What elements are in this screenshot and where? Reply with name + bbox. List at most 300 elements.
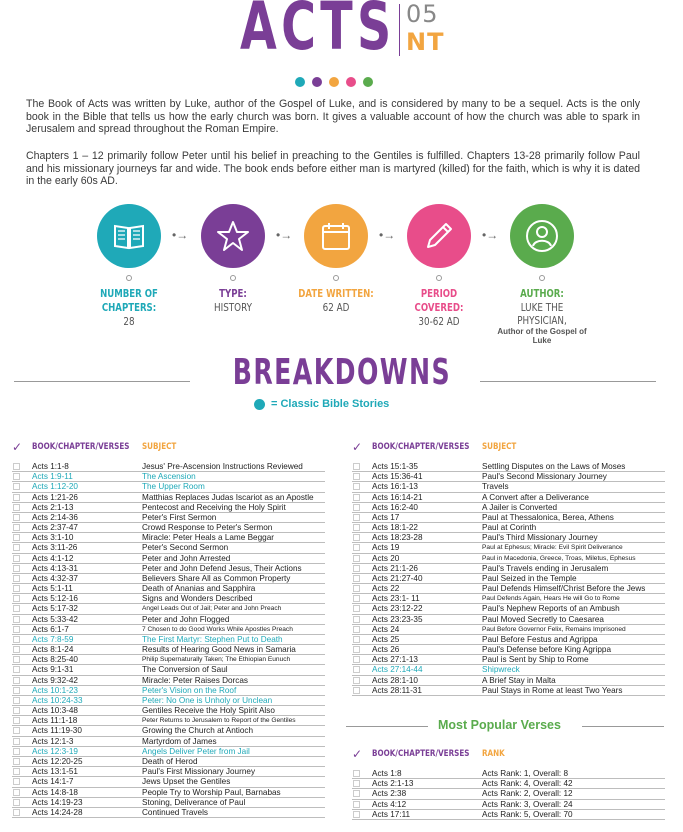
checkbox[interactable] [13, 473, 20, 480]
verse-ref: Acts 6:1-7 [32, 624, 69, 634]
info-sub: Author of the Gospel of Luke [497, 327, 587, 345]
breakdowns-text: BREAKDOWNS [232, 352, 451, 393]
verse-ref: Acts 22 [372, 584, 400, 594]
checkbox[interactable] [13, 605, 20, 612]
verse-ref: Acts 4:32-37 [32, 573, 78, 583]
verse-ref: Acts 21:27-40 [372, 573, 423, 583]
color-dot-icon [312, 77, 322, 87]
table-row [12, 543, 325, 553]
verse-subject: Paul in Macedonia, Greece, Troas, Miletus, Ephesus [482, 554, 636, 562]
verse-ref: Acts 17:11 [372, 809, 411, 819]
verse-subject: Paul's Nephew Reports of an Ambush [482, 604, 620, 614]
popular-divider-left [346, 726, 428, 727]
checkbox[interactable] [353, 585, 360, 592]
table-row [352, 594, 665, 604]
checkbox[interactable] [13, 463, 20, 470]
info-label: DATE WRITTEN: [298, 287, 374, 300]
checkbox[interactable] [13, 656, 20, 663]
verse-subject: Death of Herod [142, 756, 198, 766]
verse-subject: Peter and John Defend Jesus, Their Actions [142, 563, 302, 573]
check-icon: ✓ [352, 440, 363, 454]
checkbox[interactable] [13, 524, 20, 531]
verse-ref: Acts 1:8 [372, 769, 402, 778]
verse-subject: Peter Returns to Jerusalem to Report of the Gentiles [142, 717, 296, 725]
verse-ref: Acts 5:12-16 [32, 594, 78, 604]
info-label: AUTHOR: [520, 287, 564, 300]
table-row [352, 472, 665, 482]
checkbox[interactable] [353, 811, 360, 818]
verse-subject: Paul is Sent by Ship to Rome [482, 655, 589, 665]
checkbox[interactable] [353, 504, 360, 511]
verse-ref: Acts 10:24-33 [32, 695, 83, 705]
verse-subject: Paul's First Missionary Journey [142, 767, 256, 777]
right-rows [352, 462, 665, 696]
checkbox[interactable] [353, 626, 360, 633]
table-header [352, 747, 665, 763]
verse-ref: Acts 16:14-21 [372, 492, 423, 502]
verse-subject: Jesus' Pre-Ascension Instructions Reviewed [142, 462, 303, 471]
right-table [352, 440, 665, 696]
checkbox[interactable] [13, 748, 20, 755]
table-row [12, 635, 325, 645]
table-row [352, 779, 665, 789]
marker-icon [126, 275, 132, 281]
table-row [12, 513, 325, 523]
book-number: 05 [406, 0, 439, 28]
verse-subject: Jews Upset the Gentiles [142, 777, 231, 787]
info-period [384, 204, 494, 328]
checkbox[interactable] [13, 504, 20, 511]
verse-subject: Signs and Wonders Described [142, 594, 253, 604]
col-book: BOOK/CHAPTER/VERSES [372, 749, 470, 759]
checkbox[interactable] [353, 616, 360, 623]
arrow-icon: •→ [276, 228, 293, 242]
verse-ref: Acts 2:37-47 [32, 523, 78, 533]
table-row [352, 564, 665, 574]
checkbox[interactable] [13, 809, 20, 816]
verse-ref: Acts 23:23-35 [372, 614, 423, 624]
checkbox[interactable] [353, 656, 360, 663]
verse-subject: Peter's First Sermon [142, 512, 217, 522]
verse-subject: Shipwreck [482, 665, 520, 675]
table-row [352, 523, 665, 533]
star-icon [216, 219, 250, 253]
table-row [352, 676, 665, 686]
verse-ref: Acts 8:25-40 [32, 655, 78, 665]
verse-subject: Stoning, Deliverance of Paul [142, 797, 246, 807]
color-dots [295, 77, 373, 87]
verse-ref: Acts 14:8-18 [32, 787, 78, 797]
col-subject: SUBJECT [482, 442, 517, 452]
checkbox[interactable] [353, 595, 360, 602]
popular-title: Most Popular Verses [438, 718, 561, 732]
verse-ref: Acts 11:1-18 [32, 716, 78, 726]
table-row [352, 462, 665, 472]
verse-ref: Acts 1:1-8 [32, 462, 69, 471]
verse-ref: Acts 12:3-19 [32, 746, 78, 756]
info-value: 28 [123, 315, 135, 328]
book-icon [112, 221, 146, 251]
legend-text: = Classic Bible Stories [271, 398, 390, 410]
checkbox[interactable] [353, 646, 360, 653]
checkbox[interactable] [13, 789, 20, 796]
table-row [352, 635, 665, 645]
checkbox[interactable] [13, 697, 20, 704]
verse-ref: Acts 27:14-44 [372, 665, 423, 675]
checkbox[interactable] [13, 544, 20, 551]
verse-ref: Acts 15:36-41 [372, 472, 423, 482]
table-row [12, 676, 325, 686]
verse-subject: Paul Before Festus and Agrippa [482, 634, 598, 644]
checkbox[interactable] [353, 790, 360, 797]
verse-subject: Miracle: Peter Raises Dorcas [142, 675, 249, 685]
verse-ref: Acts 26 [372, 645, 400, 655]
checkbox[interactable] [13, 758, 20, 765]
verse-subject: The Conversion of Saul [142, 665, 228, 675]
verse-rank: Acts Rank: 2, Overall: 12 [482, 789, 573, 799]
check-icon: ✓ [352, 747, 363, 761]
color-dot-icon [363, 77, 373, 87]
popular-divider-right [582, 726, 664, 727]
left-table [12, 440, 325, 818]
info-chapters [74, 204, 184, 328]
breakdowns-title [0, 352, 683, 393]
table-row [352, 645, 665, 655]
testament-label: NT [406, 28, 445, 56]
verse-subject: Death of Ananias and Sapphira [142, 584, 256, 594]
verse-rank: Acts Rank: 5, Overall: 70 [482, 809, 573, 819]
verse-ref: Acts 3:11-26 [32, 543, 78, 553]
checkbox[interactable] [353, 555, 360, 562]
marker-icon [333, 275, 339, 281]
table-row [12, 564, 325, 574]
verse-ref: Acts 1:12-20 [32, 482, 78, 492]
verse-subject: Growing the Church at Antioch [142, 726, 254, 736]
color-dot-icon [295, 77, 305, 87]
marker-icon [436, 275, 442, 281]
person-circle [510, 204, 574, 268]
marker-icon [539, 275, 545, 281]
table-row [352, 482, 665, 492]
verse-ref: Acts 1:21-26 [32, 492, 78, 502]
table-row [12, 554, 325, 564]
table-row [12, 493, 325, 503]
verse-subject: Peter and John Arrested [142, 553, 231, 563]
color-dot-icon [329, 77, 339, 87]
table-row [352, 604, 665, 614]
checkbox[interactable] [353, 565, 360, 572]
verse-ref: Acts 9:1-31 [32, 665, 74, 675]
arrow-icon: •→ [172, 228, 189, 242]
verse-subject: Continued Travels [142, 807, 208, 817]
book-title: ACTS [240, 0, 396, 65]
table-row [352, 543, 665, 553]
verse-ref: Acts 23:1- 11 [372, 594, 420, 604]
checkbox[interactable] [353, 524, 360, 531]
verse-subject: Paul at Ephesus; Miracle: Evil Spirit Deliverance [482, 544, 623, 552]
calendar-circle [304, 204, 368, 268]
verse-subject: Paul Defends Himself/Christ Before the Jews [482, 584, 646, 594]
info-value: 62 AD [322, 301, 350, 314]
verse-ref: Acts 4:12 [372, 799, 407, 809]
checkbox[interactable] [13, 727, 20, 734]
verse-subject: Travels [482, 482, 509, 492]
verse-subject: Paul's Defense before King Agrippa [482, 645, 612, 655]
table-row [352, 625, 665, 635]
table-row [12, 655, 325, 665]
col-rank: RANK [482, 749, 505, 759]
verse-ref: Acts 1:9-11 [32, 472, 73, 482]
table-row [352, 665, 665, 675]
verse-ref: Acts 14:19-23 [32, 797, 83, 807]
checkbox[interactable] [13, 494, 20, 501]
table-row [12, 696, 325, 706]
intro-paragraph-2: Chapters 1 – 12 primarily follow Peter until his belief in preaching to the Gentiles is fulfilled. Chapters 13-28 primarily follow Paul and his missionary journeys far and wide. The book ends before either man is martyred (killed) for the faith, which is why it is dated in the early 60s AD. [26, 150, 640, 187]
verse-subject: Peter's Second Sermon [142, 543, 229, 553]
verse-subject: Peter: No One is Unholy or Unclean [142, 695, 273, 705]
verse-subject: Paul's Travels ending in Jerusalem [482, 563, 609, 573]
checkbox[interactable] [13, 483, 20, 490]
table-row [12, 788, 325, 798]
verse-subject: Believers Share All as Common Property [142, 573, 291, 583]
checkbox[interactable] [353, 544, 360, 551]
checkbox[interactable] [13, 778, 20, 785]
checkbox[interactable] [353, 605, 360, 612]
verse-ref: Acts 18:23-28 [372, 533, 423, 543]
verse-ref: Acts 16:1-13 [372, 482, 418, 492]
checkbox[interactable] [13, 585, 20, 592]
table-row [12, 584, 325, 594]
popular-heading [346, 718, 664, 734]
table-row [12, 757, 325, 767]
checkbox[interactable] [353, 770, 360, 777]
table-row [352, 513, 665, 523]
verse-ref: Acts 25 [372, 634, 400, 644]
verse-subject: Paul's Second Missionary Journey [482, 472, 607, 482]
col-subject: SUBJECT [142, 442, 177, 452]
verse-ref: Acts 17 [372, 512, 400, 522]
person-icon [524, 218, 560, 254]
checkbox[interactable] [13, 616, 20, 623]
verse-ref: Acts 20 [372, 553, 400, 563]
info-type [178, 204, 288, 314]
table-row [12, 767, 325, 777]
verse-ref: Acts 19 [372, 543, 400, 553]
verse-subject: Results of Hearing Good News in Samaria [142, 645, 296, 655]
verse-subject: Gentiles Receive the Holy Spirit Also [142, 706, 275, 716]
verse-ref: Acts 18:1-22 [372, 523, 418, 533]
checkbox[interactable] [13, 799, 20, 806]
verse-ref: Acts 4:1-12 [32, 553, 74, 563]
legend-dot-icon [254, 399, 265, 410]
checkbox[interactable] [353, 636, 360, 643]
table-row [352, 789, 665, 799]
verse-subject: The Ascension [142, 472, 196, 482]
table-row [352, 554, 665, 564]
checkbox[interactable] [13, 636, 20, 643]
table-row [12, 482, 325, 492]
checkbox[interactable] [353, 494, 360, 501]
checkbox[interactable] [353, 780, 360, 787]
info-value: LUKE THE PHYSICIAN, [517, 301, 567, 327]
verse-subject: The Upper Room [142, 482, 205, 492]
verse-subject: A Jailer is Converted [482, 502, 558, 512]
col-book: BOOK/CHAPTER/VERSES [372, 442, 470, 452]
star-circle [201, 204, 265, 268]
pencil-circle [407, 204, 471, 268]
table-row [12, 777, 325, 787]
table-row [12, 594, 325, 604]
checkbox[interactable] [353, 534, 360, 541]
table-row [12, 604, 325, 614]
table-row [12, 808, 325, 818]
checkbox[interactable] [353, 666, 360, 673]
verse-ref: Acts 7:8-59 [32, 634, 74, 644]
checkbox[interactable] [353, 801, 360, 808]
arrow-icon: •→ [482, 228, 499, 242]
popular-table [352, 747, 665, 820]
checkbox[interactable] [13, 534, 20, 541]
table-row [12, 686, 325, 696]
intro-paragraph-1: The Book of Acts was written by Luke, author of the Gospel of Luke, and is considered by many to be a sequel. Acts is the only book in the Bible that tells us how the early church was born. It gives a valuable account of how the church was able to spark in Jerusalem and spread throughout the Roman Empire. [26, 98, 640, 135]
checkbox[interactable] [13, 646, 20, 653]
header [0, 0, 683, 70]
title-divider [399, 4, 400, 56]
verse-ref: Acts 13:1-51 [32, 767, 78, 777]
pencil-icon [422, 219, 456, 253]
verse-ref: Acts 2:1-13 [372, 779, 414, 789]
verse-subject: Paul at Corinth [482, 523, 537, 533]
table-row [352, 810, 665, 820]
checkbox[interactable] [13, 768, 20, 775]
info-author [487, 204, 597, 345]
verse-ref: Acts 28:1-10 [372, 675, 418, 685]
arrow-icon: •→ [379, 228, 396, 242]
checkbox[interactable] [353, 514, 360, 521]
legend [254, 398, 389, 410]
book-circle [97, 204, 161, 268]
table-row [352, 615, 665, 625]
checkbox[interactable] [13, 565, 20, 572]
verse-ref: Acts 10:3-48 [32, 706, 78, 716]
checkbox[interactable] [13, 738, 20, 745]
verse-ref: Acts 14:24-28 [32, 807, 83, 817]
verse-subject: Peter's Vision on the Roof [142, 685, 237, 695]
table-row [12, 798, 325, 808]
table-row [352, 769, 665, 779]
info-label: PERIOD COVERED: [414, 287, 464, 314]
verse-subject: Angels Deliver Peter from Jail [142, 746, 250, 756]
table-row [12, 462, 325, 472]
table-row [352, 493, 665, 503]
checkbox[interactable] [13, 687, 20, 694]
checkbox[interactable] [13, 626, 20, 633]
verse-subject: Paul's Third Missionary Journey [482, 533, 598, 543]
checkbox[interactable] [13, 575, 20, 582]
verse-ref: Acts 2:1-13 [32, 502, 74, 512]
table-row [12, 615, 325, 625]
verse-ref: Acts 2:14-36 [32, 512, 78, 522]
verse-ref: Acts 12:20-25 [32, 756, 83, 766]
table-row [12, 716, 325, 726]
checkbox[interactable] [353, 483, 360, 490]
verse-ref: Acts 16:2-40 [372, 502, 418, 512]
table-row [352, 686, 665, 696]
verse-ref: Acts 10:1-23 [32, 685, 78, 695]
calendar-icon [319, 219, 353, 253]
verse-ref: Acts 11:19-30 [32, 726, 82, 736]
verse-subject: Paul at Thessalonica, Berea, Athens [482, 512, 614, 522]
table-row [352, 503, 665, 513]
verse-rank: Acts Rank: 4, Overall: 42 [482, 779, 573, 789]
checkbox[interactable] [353, 473, 360, 480]
verse-rank: Acts Rank: 3, Overall: 24 [482, 799, 573, 809]
checkbox[interactable] [353, 687, 360, 694]
checkbox[interactable] [353, 677, 360, 684]
table-row [352, 655, 665, 665]
verse-ref: Acts 5:33-42 [32, 614, 78, 624]
table-row [352, 584, 665, 594]
verse-ref: Acts 3:1-10 [32, 533, 74, 543]
verse-subject: A Convert after a Deliverance [482, 492, 589, 502]
verse-subject: Philip Supernaturally Taken; The Ethiopian Eunuch [142, 656, 291, 664]
verse-subject: A Brief Stay in Malta [482, 675, 556, 685]
checkbox[interactable] [13, 717, 20, 724]
verse-subject: Martyrdom of James [142, 736, 217, 746]
verse-subject: Paul Defends Again, Hears He will Go to Rome [482, 595, 620, 603]
checkbox[interactable] [353, 575, 360, 582]
checkbox[interactable] [13, 595, 20, 602]
verse-ref: Acts 8:1-24 [32, 645, 74, 655]
table-header [352, 440, 665, 456]
left-rows [12, 462, 325, 818]
checkbox[interactable] [13, 555, 20, 562]
verse-subject: Settling Disputes on the Laws of Moses [482, 462, 626, 471]
verse-subject: 7 Chosen to do Good Works While Apostles Preach [142, 625, 293, 633]
verse-ref: Acts 23:12-22 [372, 604, 423, 614]
verse-subject: Miracle: Peter Heals a Lame Beggar [142, 533, 274, 543]
verse-ref: Acts 5:1-11 [32, 584, 73, 594]
verse-subject: The First Martyr: Stephen Put to Death [142, 634, 283, 644]
table-row [12, 533, 325, 543]
info-value: HISTORY [213, 301, 253, 314]
checkbox[interactable] [13, 707, 20, 714]
info-date [281, 204, 391, 314]
verse-ref: Acts 28:11-31 [372, 685, 422, 695]
check-icon: ✓ [12, 440, 23, 454]
checkbox[interactable] [353, 463, 360, 470]
table-row [12, 665, 325, 675]
checkbox[interactable] [13, 677, 20, 684]
verse-ref: Acts 14:1-7 [32, 777, 74, 787]
verse-ref: Acts 4:13-31 [32, 563, 78, 573]
verse-subject: Paul Before Governor Felix, Remains Imprisoned [482, 625, 626, 633]
table-row [12, 737, 325, 747]
checkbox[interactable] [13, 666, 20, 673]
color-dot-icon [346, 77, 356, 87]
verse-subject: Paul Seized in the Temple [482, 573, 577, 583]
verse-subject: Crowd Response to Peter's Sermon [142, 523, 273, 533]
table-row [352, 800, 665, 810]
info-label: NUMBER OF CHAPTERS: [100, 287, 158, 314]
table-row [352, 574, 665, 584]
verse-subject: Peter and John Flogged [142, 614, 230, 624]
table-row [12, 747, 325, 757]
checkbox[interactable] [13, 514, 20, 521]
table-row [12, 726, 325, 736]
divider-right [480, 381, 656, 382]
verse-subject: Angel Leads Out of Jail; Peter and John Preach [142, 605, 282, 613]
